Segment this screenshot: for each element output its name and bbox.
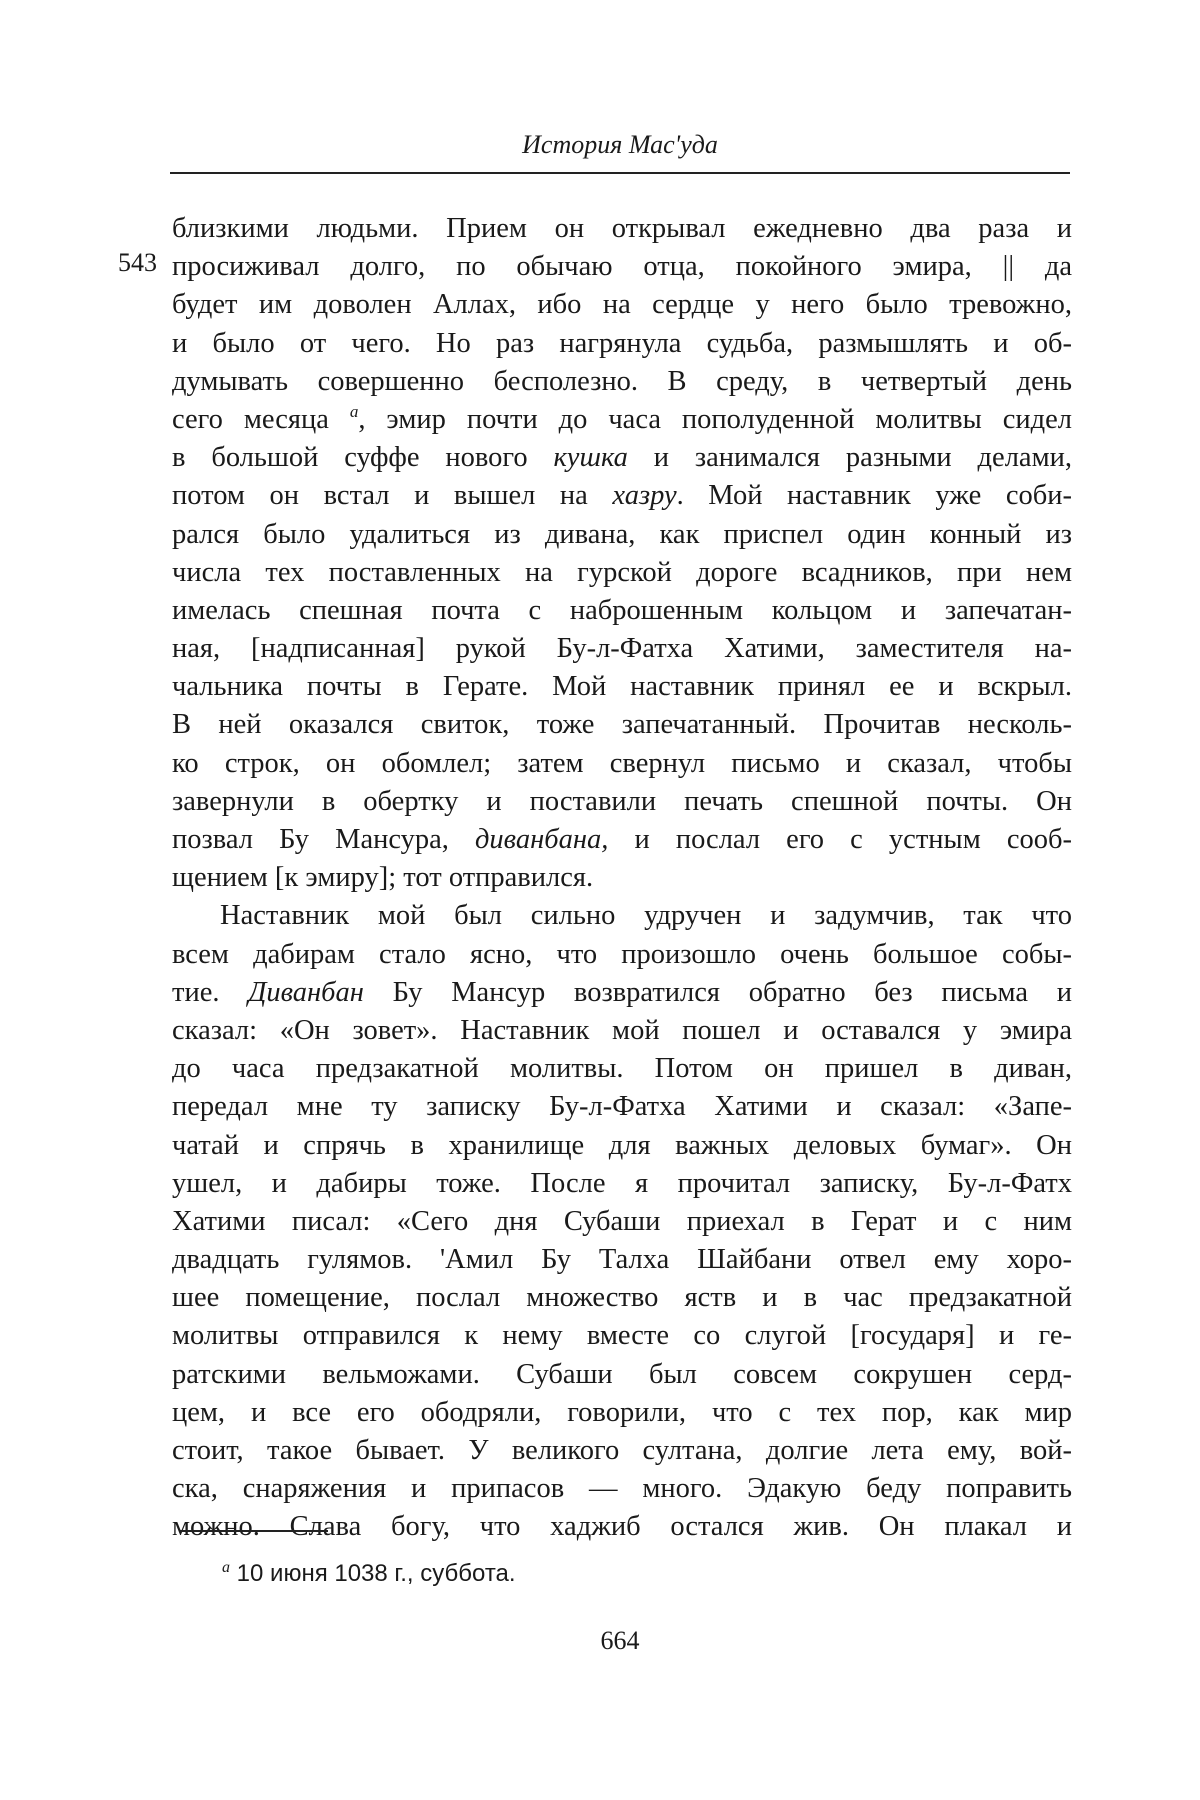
text-line-25: чатай и спрячь в хранилище для важных деловых бумаг». Он — [172, 1129, 1072, 1161]
text-line-24: передал мне ту записку Бу-л-Фатха Хатими и сказал: «Запе- — [172, 1091, 1072, 1123]
italic-term: кушка — [553, 442, 628, 474]
footnote-marker: a — [222, 1559, 230, 1576]
text-line-34: ска, снаряжения и припасов — много. Эдакую беду поправить — [172, 1473, 1072, 1505]
text-line-35: можно. Слава богу, что хаджиб остался жив. Он плакал и — [172, 1511, 1072, 1543]
text-line-3: будет им доволен Аллах, ибо на сердце у него было тревожно, — [172, 289, 1072, 321]
text-line-14: В ней оказался свиток, тоже запечатанный. Прочитав несколь- — [172, 709, 1072, 741]
text-line-23: до часа предзакатной молитвы. Потом он пришел в диван, — [172, 1053, 1072, 1085]
header-rule — [170, 172, 1070, 174]
text-line-17: позвал Бу Мансура, диванбана, и послал его с устным сооб- — [172, 824, 1072, 855]
text-line-31: ратскими вельможами. Субаши был совсем сокрушен серд- — [172, 1358, 1072, 1390]
text-line-2: просиживал долго, по обычаю отца, покойного эмира, || да — [172, 251, 1072, 283]
text-line-18: щением [к эмиру]; тот отправился. — [172, 862, 594, 894]
footnote-text: 10 июня 1038 г., суббота. — [236, 1560, 516, 1587]
footnote-rule — [180, 1530, 328, 1532]
text-line-6: сего месяца $^a$, эмир почти до часа пополуденной молитвы сидел — [172, 401, 1072, 435]
text-line-13: чальника почты в Герате. Мой наставник принял ее и вскрыл. — [172, 671, 1072, 703]
text-line-19: Наставник мой был сильно удручен и задумчив, так что — [220, 900, 1072, 932]
text-line-4: и было от чего. Но раз нагрянула судьба, размышлять и об- — [172, 327, 1072, 359]
text-line-12: ная, [надписанная] рукой Бу-л-Фатха Хатими, заместителя на- — [172, 633, 1072, 665]
footnote — [222, 1560, 516, 1588]
text-line-10: числа тех поставленных на гурской дороге всадников, при нем — [172, 556, 1072, 588]
text-line-33: стоит, такое бывает. У великого султана, долгие лета ему, вой- — [172, 1435, 1072, 1466]
text-line-11: имелась спешная почта с наброшенным кольцом и запечатан- — [172, 594, 1072, 626]
text-line-7: в большой суффе нового кушка и занимался разными делами, — [172, 442, 1072, 474]
text-line-15: ко строк, он обомлел; затем свернул письмо и сказал, чтобы — [172, 747, 1072, 779]
running-title: История Мас'уда — [522, 130, 718, 159]
main-text — [172, 210, 1072, 1547]
text-line-27: Хатими писал: «Сего дня Субаши приехал в Герат и с ним — [172, 1205, 1072, 1237]
text-line-30: молитвы отправился к нему вместе со слугой [государя] и ге- — [172, 1320, 1072, 1352]
text-line-32: цем, и все его ободряли, говорили, что с тех пор, как мир — [172, 1396, 1072, 1428]
text-line-26: ушел, и дабиры тоже. После я прочитал записку, Бу-л-Фатх — [172, 1167, 1072, 1199]
text-line-21: тие. Диванбан Бу Мансур возвратился обратно без письма и — [172, 976, 1072, 1008]
text-line-5: думывать совершенно бесполезно. В среду, в четвертый день — [172, 365, 1072, 397]
text-line-1: близкими людьми. Прием он открывал ежедневно два раза и — [172, 213, 1072, 244]
text-line-8: потом он встал и вышел на хазру. Мой наставник уже соби- — [172, 480, 1072, 512]
margin-page-number: 543 — [118, 248, 157, 277]
text-line-16: завернули в обертку и поставили печать спешной почты. Он — [172, 785, 1072, 817]
text-line-28: двадцать гулямов. 'Амил Бу Талха Шайбани отвел ему хоро- — [172, 1244, 1072, 1276]
text-line-20: всем дабирам стало ясно, что произошло очень большое собы- — [172, 938, 1072, 970]
text-line-22: сказал: «Он зовет». Наставник мой пошел и оставался у эмира — [172, 1014, 1072, 1046]
italic-term: диванбана, — [475, 824, 609, 855]
italic-term: Диванбан — [248, 976, 364, 1008]
page-number: 664 — [600, 1626, 640, 1655]
text-line-9: рался было удалиться из дивана, как приспел один конный из — [172, 518, 1072, 550]
text-line-29: шее помещение, послал множество яств и в час предзакатной — [172, 1282, 1072, 1314]
footnote-marker-ref: a — [349, 401, 359, 421]
italic-term: хазру — [612, 480, 677, 512]
